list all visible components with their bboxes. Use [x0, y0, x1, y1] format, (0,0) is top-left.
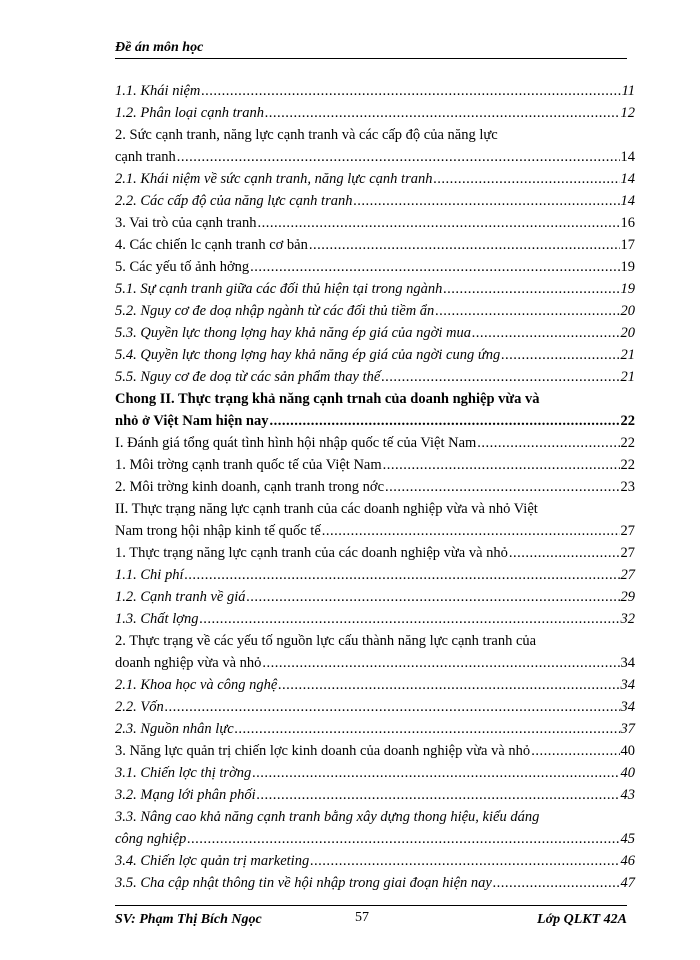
- toc-leader-dots: [385, 476, 619, 498]
- toc-entry: [115, 740, 635, 762]
- toc-entry-title: 1.2. Phân loại cạnh tranh: [115, 105, 265, 121]
- toc-entry-title: 5.2. Nguy cơ đe doạ nhập ngành từ các đối thủ tiềm ẩn: [115, 303, 435, 319]
- toc-entry-title: 5. Các yếu tố ảnh hởng: [115, 259, 250, 275]
- toc-leader-dots: [187, 828, 619, 850]
- toc-leader-dots: [252, 762, 619, 784]
- toc-entry: [115, 256, 635, 278]
- toc-entry-page: 16: [620, 215, 635, 231]
- toc-leader-dots: [322, 520, 620, 542]
- toc-entry: [115, 190, 635, 212]
- toc-entry-page: 20: [620, 325, 635, 341]
- toc-entry-page: 14: [620, 149, 635, 165]
- toc-entry-page: 27: [620, 545, 635, 561]
- toc-entry-page: 17: [620, 237, 635, 253]
- toc-entry-page: 20: [620, 303, 635, 319]
- toc-entry-page: 14: [620, 171, 635, 187]
- toc-leader-dots: [531, 740, 619, 762]
- toc-entry-page: 34: [620, 699, 635, 715]
- toc-entry-title: 3.4. Chiến lợc quản trị marketing: [115, 853, 310, 869]
- toc-entry-title: 3.2. Mạng lới phân phối: [115, 787, 256, 803]
- toc-entry-title: 5.5. Nguy cơ đe doạ từ các sản phẩm thay thế: [115, 369, 381, 385]
- toc-entry-title: 5.3. Quyền lực thong lợng hay khả năng ép giá của ngời mua: [115, 325, 472, 341]
- toc-entry-page: 34: [620, 655, 635, 671]
- footer-page-number: 57: [355, 910, 369, 925]
- toc-entry-title: 2.3. Nguồn nhân lực: [115, 721, 234, 737]
- toc-entry-title: 1. Môi trờng cạnh tranh quốc tế của Việt Nam: [115, 457, 382, 473]
- toc-entry: [115, 718, 635, 740]
- toc-entry-title: 3. Vai trò của cạnh tranh: [115, 215, 257, 231]
- toc-entry-page: 45: [620, 831, 635, 847]
- toc-entry-page: 40: [620, 743, 635, 759]
- header-title: Đề án môn học: [115, 40, 204, 55]
- toc-entry-title: 2.1. Khái niệm về sức cạnh tranh, năng lực cạnh tranh: [115, 171, 433, 187]
- toc-leader-dots: [250, 256, 619, 278]
- toc-entry: [115, 784, 635, 806]
- toc-entry-page: 40: [620, 765, 635, 781]
- toc-entry: [115, 454, 635, 476]
- toc-leader-dots: [310, 850, 619, 872]
- toc-entry-title: 5.1. Sự cạnh tranh giữa các đối thủ hiện tại trong ngành: [115, 281, 443, 297]
- toc-entry-first-line: 2. Sức cạnh tranh, năng lực cạnh tranh và các cấp độ của năng lực: [115, 127, 498, 143]
- toc-entry-page: 21: [620, 369, 635, 385]
- toc-leader-dots: [309, 234, 620, 256]
- toc-entry-page: 21: [620, 347, 635, 363]
- toc-entry-page: 43: [620, 787, 635, 803]
- toc-entry-page: 19: [620, 259, 635, 275]
- toc-entry-page: 14: [620, 193, 635, 209]
- toc-entry-page: 19: [620, 281, 635, 297]
- toc-leader-dots: [477, 432, 619, 454]
- toc-entry-first-line: II. Thực trạng năng lực cạnh tranh của các doanh nghiệp vừa và nhỏ Việt: [115, 501, 538, 517]
- toc-entry: [115, 520, 635, 542]
- toc-entry: [115, 146, 635, 168]
- toc-entry: [115, 872, 635, 894]
- toc-leader-dots: [278, 674, 619, 696]
- toc-entry-page: 22: [620, 413, 635, 429]
- toc-entry-title: cạnh tranh: [115, 149, 176, 165]
- toc-entry-title: 1.1. Khái niệm: [115, 83, 201, 99]
- toc-entry-title: 3. Năng lực quản trị chiến lợc kinh doanh của doanh nghiệp vừa và nhỏ: [115, 743, 531, 759]
- page-footer: [115, 905, 627, 926]
- toc-entry-title: 4. Các chiến lc cạnh tranh cơ bản: [115, 237, 308, 253]
- toc-entry-title: 2.2. Các cấp độ của năng lực cạnh tranh: [115, 193, 353, 209]
- toc-leader-dots: [493, 872, 620, 894]
- toc-leader-dots: [381, 366, 619, 388]
- toc-leader-dots: [184, 564, 619, 586]
- footer-author: SV: Phạm Thị Bích Ngọc: [115, 912, 262, 927]
- toc-entry-title: 2.1. Khoa học và công nghệ: [115, 677, 278, 693]
- toc-entry: [115, 674, 635, 696]
- toc-entry: [115, 828, 635, 850]
- toc-entry-page: 37: [620, 721, 635, 737]
- toc-leader-dots: [433, 168, 619, 190]
- toc-entry-title: 1.2. Cạnh tranh về giá: [115, 589, 246, 605]
- toc-entry-first-line: 2. Thực trạng về các yếu tố nguồn lực cấu thành năng lực cạnh tranh của: [115, 633, 537, 649]
- toc-entry-title: 1.3. Chất lợng: [115, 611, 199, 627]
- toc-entry-page: 27: [620, 523, 635, 539]
- toc-entry-title: doanh nghiệp vừa và nhỏ: [115, 655, 262, 671]
- toc-entry: [115, 102, 635, 124]
- toc-leader-dots: [472, 322, 619, 344]
- toc-entry-page: 23: [620, 479, 635, 495]
- toc-entry-title: 5.4. Quyền lực thong lợng hay khả năng ép giá của ngời cung ứng: [115, 347, 501, 363]
- toc-leader-dots: [165, 696, 620, 718]
- toc-entry: [115, 366, 635, 388]
- page-header: [115, 38, 627, 59]
- toc-entry-first-line: Chong II. Thực trạng khả năng cạnh trnah của doanh nghiệp vừa và: [115, 391, 540, 407]
- toc-entry-title: 1.1. Chi phí: [115, 567, 184, 583]
- toc-leader-dots: [199, 608, 619, 630]
- toc-leader-dots: [247, 586, 620, 608]
- toc-entry-page: 29: [620, 589, 635, 605]
- toc-entry-page: 27: [620, 567, 635, 583]
- toc-entry: [115, 410, 635, 432]
- toc-entry-page: 32: [620, 611, 635, 627]
- toc-entry-title: công nghiệp: [115, 831, 187, 847]
- toc-entry: [115, 608, 635, 630]
- toc-leader-dots: [353, 190, 619, 212]
- toc-leader-dots: [201, 80, 620, 102]
- toc-entry: [115, 432, 635, 454]
- toc-entry: [115, 542, 635, 564]
- toc-leader-dots: [443, 278, 619, 300]
- toc-entry-page: 22: [620, 457, 635, 473]
- table-of-contents: [115, 80, 635, 894]
- toc-entry-title: I. Đánh giá tổng quát tình hình hội nhập quốc tế của Việt Nam: [115, 435, 477, 451]
- toc-entry: [115, 212, 635, 234]
- toc-leader-dots: [435, 300, 619, 322]
- toc-entry-title: 2. Môi trờng kinh doanh, cạnh tranh trong nớc: [115, 479, 385, 495]
- toc-leader-dots: [177, 146, 620, 168]
- toc-leader-dots: [257, 212, 619, 234]
- toc-entry-page: 11: [621, 83, 635, 99]
- toc-leader-dots: [501, 344, 619, 366]
- toc-entry-title: nhỏ ở Việt Nam hiện nay: [115, 413, 269, 429]
- toc-entry: [115, 564, 635, 586]
- toc-entry-page: 12: [620, 105, 635, 121]
- toc-entry: [115, 300, 635, 322]
- toc-entry: [115, 80, 635, 102]
- toc-entry: [115, 322, 635, 344]
- toc-leader-dots: [509, 542, 620, 564]
- toc-entry-title: 1. Thực trạng năng lực cạnh tranh của các doanh nghiệp vừa và nhỏ: [115, 545, 508, 561]
- toc-entry-page: 46: [620, 853, 635, 869]
- toc-leader-dots: [262, 652, 619, 674]
- toc-entry-title: Nam trong hội nhập kinh tế quốc tế: [115, 523, 321, 539]
- toc-entry-title: 2.2. Vốn: [115, 699, 164, 715]
- toc-entry: [115, 344, 635, 366]
- toc-entry: [115, 278, 635, 300]
- toc-leader-dots: [235, 718, 620, 740]
- toc-entry-first-line: 3.3. Nâng cao khả năng cạnh tranh bằng xây dựng thong hiệu, kiểu dáng: [115, 809, 540, 825]
- toc-entry: [115, 234, 635, 256]
- toc-entry-title: 3.1. Chiến lợc thị trờng: [115, 765, 252, 781]
- toc-leader-dots: [383, 454, 620, 476]
- toc-entry: [115, 586, 635, 608]
- toc-leader-dots: [269, 410, 619, 432]
- toc-entry: [115, 850, 635, 872]
- footer-class: Lớp QLKT 42A: [537, 912, 627, 927]
- toc-entry-page: 22: [620, 435, 635, 451]
- toc-entry: [115, 476, 635, 498]
- toc-entry: [115, 168, 635, 190]
- toc-entry-page: 34: [620, 677, 635, 693]
- toc-entry: [115, 696, 635, 718]
- toc-entry: [115, 652, 635, 674]
- toc-entry-title: 3.5. Cha cập nhật thông tin về hội nhập trong giai đoạn hiện nay: [115, 875, 492, 891]
- toc-entry: [115, 762, 635, 784]
- toc-entry-page: 47: [620, 875, 635, 891]
- toc-leader-dots: [265, 102, 619, 124]
- toc-leader-dots: [257, 784, 620, 806]
